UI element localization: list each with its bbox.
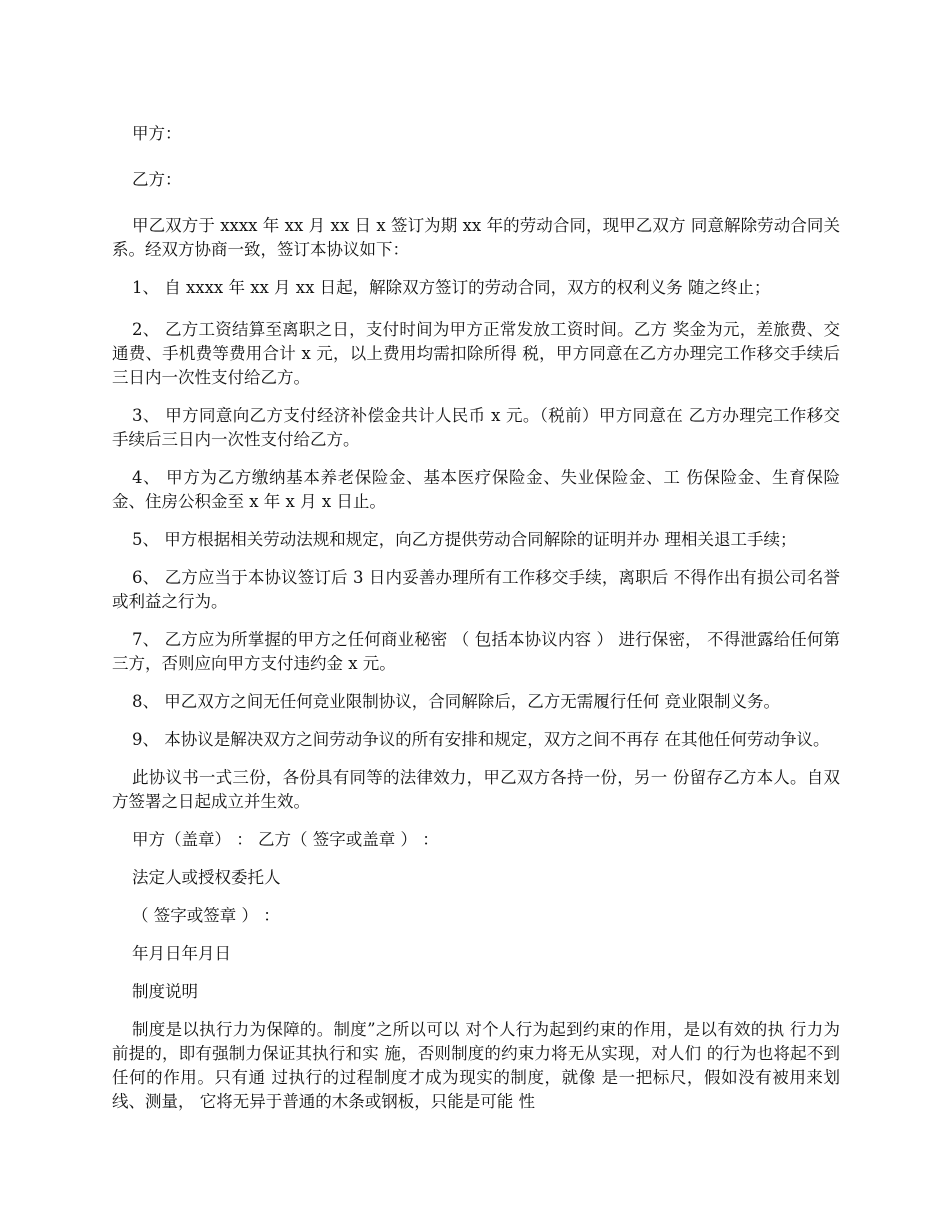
system-description-paragraph: 制度是以执行力为保障的。制度”之所以可以 对个人行为起到约束的作用，是以有效的执 行力为前提的，即有强制力保证其执行和实 施，否则制度的约束力将无从实现，对人们 的行为也将起不到任何的作用。只有通 过执行的过程制度才成为现实的制度，就像 是一把标尺，假如没有被用来划线、测量， 它将无异于普通的木条或钢板，只能是可能 性 <box>112 1020 840 1111</box>
clause-2: 2、 乙方工资结算至离职之日，支付时间为甲方正常发放工资时间。乙方 奖金为元，差旅费、交通费、手机费等费用合计 x 元，以上费用均需扣除所得 税，甲方同意在乙方办理完工作移交手续后三日内一次性支付给乙方。 <box>112 320 840 387</box>
document-body <box>112 122 840 1114</box>
clause-8: 8、 甲乙双方之间无任何竞业限制协议，合同解除后，乙方无需履行任何 竞业限制义务。 <box>132 692 780 711</box>
closing-paragraph: 此协议书一式三份，各份具有同等的法律效力，甲乙双方各持一份，另一 份留存乙方本人。自双方签署之日起成立并生效。 <box>112 768 840 811</box>
signature-line-parties: 甲方（盖章） ： 乙方（ 签字或盖章 ） ： <box>132 830 439 849</box>
signature-date-line: 年月日年月日 <box>132 944 231 963</box>
signature-line-sign-or-seal: （ 签字或签章 ） ： <box>132 906 280 925</box>
party-a-line: 甲方： <box>132 124 182 143</box>
clause-6: 6、 乙方应当于本协议签订后 3 日内妥善办理所有工作移交手续，离职后 不得作出有损公司名誉或利益之行为。 <box>112 568 840 611</box>
clause-3: 3、 甲方同意向乙方支付经济补偿金共计人民币 x 元。（税前）甲方同意在 乙方办理完工作移交手续后三日内一次性支付给乙方。 <box>112 406 840 449</box>
clause-5: 5、 甲方根据相关劳动法规和规定，向乙方提供劳动合同解除的证明并办 理相关退工手续； <box>132 530 797 549</box>
clause-1: 1、 自 xxxx 年 xx 月 xx 日起，解除双方签订的劳动合同，双方的权利义务 随之终止； <box>132 278 771 297</box>
clause-9: 9、 本协议是解决双方之间劳动争议的所有安排和规定，双方之间不再存 在其他任何劳动争议。 <box>132 730 830 749</box>
intro-paragraph: 甲乙双方于 xxxx 年 xx 月 xx 日 x 签订为期 xx 年的劳动合同，现甲乙双方 同意解除劳动合同关系。经双方协商一致，签订本协议如下： <box>112 216 840 259</box>
clause-7: 7、 乙方应为所掌握的甲方之任何商业秘密 （ 包括本协议内容 ） 进行保密， 不得泄露给任何第三方，否则应向甲方支付违约金 x 元。 <box>112 630 840 673</box>
signature-line-representative: 法定人或授权委托人 <box>132 868 281 887</box>
party-b-line: 乙方： <box>132 170 182 189</box>
section-title-system-description: 制度说明 <box>132 982 198 1001</box>
clause-4: 4、 甲方为乙方缴纳基本养老保险金、基本医疗保险金、失业保险金、工 伤保险金、生育保险金、住房公积金至 x 年 x 月 x 日止。 <box>112 468 840 511</box>
